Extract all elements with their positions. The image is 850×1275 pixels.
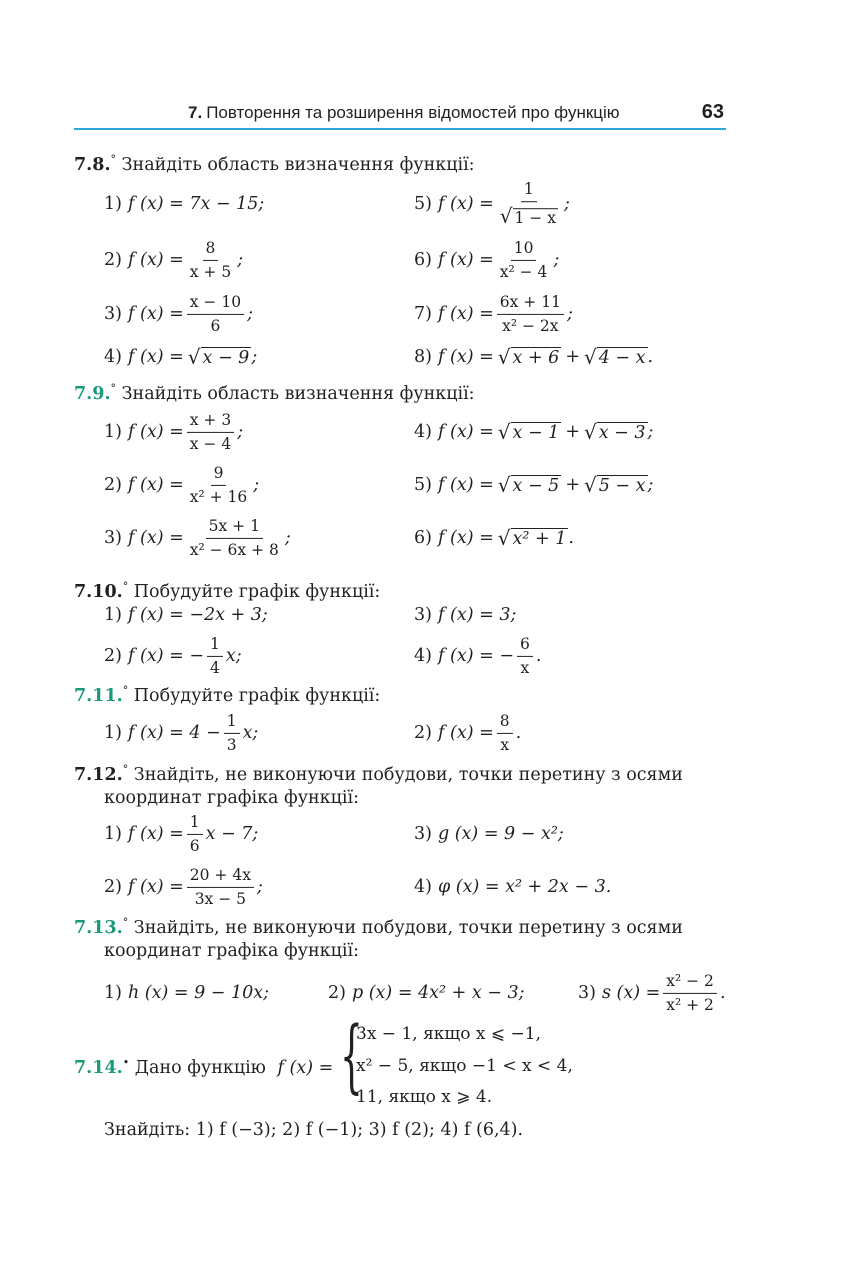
radicand: 4 − x — [598, 347, 646, 368]
fraction-denominator: x² + 2 — [666, 995, 714, 1014]
fraction-denominator: 6 — [189, 836, 200, 855]
formula-tail: . — [719, 983, 726, 1003]
exercise-7-13-text-cont: координат графіка функції: — [104, 941, 359, 961]
item-label: 4) — [414, 422, 432, 442]
formula-tail: ; — [237, 250, 244, 270]
radicand: x − 5 — [512, 475, 560, 496]
formula-lhs: f (x) = — [127, 250, 184, 270]
exercise-7-8-heading — [74, 153, 475, 177]
formula-item — [414, 605, 516, 625]
piecewise-case-2: x² − 5, якщо −1 < x < 4, — [356, 1056, 573, 1076]
formula-item — [414, 291, 573, 337]
item-label: 5) — [414, 194, 432, 214]
difficulty-mark: ° — [122, 763, 129, 776]
formula-lhs: f (x) = — [127, 877, 184, 897]
fraction — [497, 710, 513, 756]
fraction — [517, 633, 533, 679]
chapter-title: Повторення та розширення відомостей про функцію — [206, 103, 620, 122]
formula-item — [104, 291, 253, 337]
formula-item — [104, 605, 268, 625]
fraction-numerator: 1 — [207, 633, 223, 657]
fraction-denominator: x² − 6x + 8 — [189, 540, 279, 559]
formula-item — [414, 473, 653, 497]
item-label: 2) — [104, 250, 122, 270]
formula-item — [104, 345, 257, 369]
formula-item — [104, 710, 258, 756]
fraction-numerator: 10 — [511, 237, 537, 261]
formula-lhs: s (x) = — [601, 983, 661, 1003]
item-label: 2) — [414, 723, 432, 743]
formula-lhs: p (x) = 4x² + x − 3; — [351, 983, 525, 1003]
formula-item — [414, 526, 574, 550]
formula-tail: ; — [553, 250, 560, 270]
formula-tail: ; — [256, 877, 263, 897]
formula-lhs: f (x) = — [437, 347, 494, 367]
fraction-numerator: 1 — [187, 811, 203, 835]
fraction-denominator: 3x − 5 — [194, 889, 246, 908]
formula-item — [578, 970, 726, 1016]
item-label: 2) — [104, 646, 122, 666]
exercise-7-14-heading — [74, 1056, 333, 1080]
fraction-denominator: 6 — [210, 316, 221, 335]
exercise-number: 7.13. — [74, 918, 123, 938]
fraction-numerator: x − 10 — [187, 291, 244, 315]
formula-lhs: f (x) = — [127, 422, 184, 442]
fraction-denominator — [497, 202, 561, 230]
exercise-text: Дано функцію — [134, 1058, 266, 1078]
difficulty-mark: ° — [122, 580, 129, 593]
radicand: x − 3 — [598, 422, 646, 443]
formula-tail: . — [535, 646, 542, 666]
formula-tail: ; — [647, 422, 654, 442]
item-label: 2) — [328, 983, 346, 1003]
radicand: 5 − x — [598, 475, 646, 496]
item-label: 3) — [104, 528, 122, 548]
formula-item — [104, 194, 264, 214]
item-label: 2) — [104, 877, 122, 897]
fraction — [187, 515, 282, 561]
formula-lhs: f (x) = — [437, 194, 494, 214]
chapter-heading — [188, 103, 620, 123]
exercise-number: 7.10. — [74, 582, 123, 602]
radical-sign: √ — [497, 420, 511, 444]
exercise-number: 7.12. — [74, 765, 123, 785]
item-label: 3) — [578, 983, 596, 1003]
formula-tail: ; — [247, 304, 253, 324]
item-label: 4) — [104, 347, 122, 367]
formula-lhs: f (x) = — [127, 528, 184, 548]
radicand: x + 6 — [512, 347, 560, 368]
fraction-numerator: 20 + 4x — [187, 864, 254, 888]
plus-sign: + — [565, 347, 580, 367]
formula-lhs: f (x) = — [127, 347, 184, 367]
fraction-denominator: x² + 16 — [189, 487, 248, 506]
item-label: 2) — [104, 475, 122, 495]
exercise-text: Знайдіть область визначення функції: — [121, 384, 475, 404]
exercise-text: Знайдіть, не виконуючи побудови, точки перетину з осями — [133, 765, 683, 785]
formula-tail: x − 7; — [205, 824, 259, 844]
exercise-7-14-task: Знайдіть: 1) f (−3); 2) f (−1); 3) f (2); 4) f (6,4). — [104, 1120, 524, 1140]
formula-item — [414, 345, 653, 369]
item-label: 1) — [104, 605, 122, 625]
item-label: 1) — [104, 422, 122, 442]
formula-lhs: φ (x) = x² + 2x − 3. — [437, 877, 612, 897]
formula-tail: . — [568, 528, 574, 548]
fraction-denominator: 4 — [209, 658, 220, 677]
formula-lhs: h (x) = 9 − 10x; — [127, 983, 270, 1003]
formula-lhs: f (x) = — [437, 250, 494, 270]
fraction — [187, 864, 254, 910]
fraction-numerator: 6x + 11 — [497, 291, 564, 315]
formula-tail: ; — [563, 194, 570, 214]
item-label: 4) — [414, 646, 432, 666]
item-label: 8) — [414, 347, 432, 367]
formula-item — [414, 237, 559, 283]
fraction-numerator: x + 3 — [187, 409, 234, 433]
formula-item — [104, 864, 263, 910]
radical-sign: √ — [497, 345, 511, 369]
fraction-denominator: 3 — [226, 735, 237, 754]
formula-lhs: f (x) = — [127, 824, 184, 844]
radical-sign: √ — [497, 473, 511, 497]
formula-lhs: f (x) = — [127, 475, 184, 495]
exercise-7-10-heading — [74, 580, 380, 604]
formula-lhs: g (x) = 9 − x²; — [437, 824, 564, 844]
fraction-numerator: 1 — [521, 178, 537, 202]
fraction — [224, 710, 240, 756]
fraction — [187, 237, 234, 283]
formula-lhs: f (x) = 7x − 15; — [127, 194, 265, 214]
formula-item — [414, 420, 653, 444]
fraction-denominator: x² − 2x — [502, 316, 559, 335]
item-label: 4) — [414, 877, 432, 897]
formula-item — [414, 877, 611, 897]
item-label: 7) — [414, 304, 432, 324]
formula-item — [104, 633, 242, 679]
fraction-denominator: x — [520, 658, 530, 677]
exercise-7-9-heading — [74, 382, 475, 406]
formula-tail: x; — [225, 646, 242, 666]
formula-lhs: f (x) = − — [437, 646, 514, 666]
difficulty-mark: • — [122, 1056, 130, 1069]
formula-lhs: f (x) = −2x + 3; — [127, 605, 268, 625]
formula-lhs: f (x) = − — [127, 646, 204, 666]
item-label: 6) — [414, 528, 432, 548]
page-header — [74, 100, 726, 130]
exercise-number: 7.14. — [74, 1058, 123, 1078]
exercise-7-13-heading — [74, 916, 683, 940]
fraction — [497, 237, 551, 283]
exercise-text: Побудуйте графік функції: — [133, 686, 381, 706]
formula-lhs: f (x) = — [437, 723, 494, 743]
fraction-numerator: 1 — [224, 710, 240, 734]
radicand: 1 − x — [514, 208, 556, 227]
formula-item — [328, 983, 525, 1003]
formula-lhs: f (x) = — [437, 475, 494, 495]
formula-tail: . — [647, 347, 654, 367]
formula-lhs: f (x) = — [437, 422, 494, 442]
fraction-denominator: x² − 4 — [499, 262, 548, 281]
item-label: 1) — [104, 723, 122, 743]
fraction-denominator: x — [500, 735, 510, 754]
function-label: f (x) = — [277, 1058, 334, 1078]
fraction — [187, 462, 251, 508]
radicand: x − 9 — [202, 347, 250, 368]
fraction-numerator: x² − 2 — [663, 970, 717, 994]
formula-lhs: f (x) = 4 − — [127, 723, 221, 743]
formula-lhs: f (x) = 3; — [437, 605, 517, 625]
piecewise-case-1: 3x − 1, якщо x ⩽ −1, — [356, 1024, 541, 1044]
formula-item — [414, 710, 521, 756]
radicand: x² + 1 — [512, 528, 567, 549]
exercise-number: 7.8. — [74, 155, 111, 175]
fraction — [207, 633, 223, 679]
item-label: 3) — [414, 605, 432, 625]
item-label: 1) — [104, 194, 122, 214]
fraction-numerator: 9 — [211, 462, 227, 486]
plus-sign: + — [565, 422, 580, 442]
radicand: x − 1 — [512, 422, 560, 443]
formula-item — [104, 811, 258, 857]
item-label: 3) — [104, 304, 122, 324]
formula-item — [104, 462, 259, 508]
exercise-number: 7.11. — [74, 686, 123, 706]
formula-tail: ; — [253, 475, 260, 495]
radical-sign: √ — [583, 473, 597, 497]
formula-item — [414, 633, 541, 679]
radical-sign: √ — [499, 203, 513, 228]
exercise-text: Побудуйте графік функції: — [133, 582, 381, 602]
formula-tail: . — [515, 723, 522, 743]
formula-tail: x; — [242, 723, 259, 743]
exercise-7-12-heading — [74, 763, 683, 787]
item-label: 6) — [414, 250, 432, 270]
fraction-numerator: 5x + 1 — [206, 515, 263, 539]
fraction-numerator: 8 — [203, 237, 219, 261]
exercise-7-12-text-cont: координат графіка функції: — [104, 788, 359, 808]
difficulty-mark: ° — [110, 153, 117, 166]
fraction — [497, 178, 561, 230]
fraction — [187, 291, 244, 337]
fraction-numerator: 8 — [497, 710, 513, 734]
formula-tail: ; — [566, 304, 573, 324]
radical-sign: √ — [583, 420, 597, 444]
item-label: 1) — [104, 824, 122, 844]
fraction-numerator: 6 — [517, 633, 533, 657]
formula-item — [414, 178, 570, 230]
exercise-text: Знайдіть, не виконуючи побудови, точки перетину з осями — [133, 918, 683, 938]
formula-item — [104, 409, 243, 455]
fraction-denominator: x − 4 — [189, 434, 232, 453]
radical-sign: √ — [187, 345, 201, 369]
radical-sign: √ — [583, 345, 597, 369]
formula-item — [104, 515, 291, 561]
chapter-number: 7. — [188, 103, 203, 122]
page-number: 63 — [701, 101, 724, 123]
difficulty-mark: ° — [122, 684, 129, 697]
fraction — [187, 811, 203, 857]
item-label: 5) — [414, 475, 432, 495]
fraction — [663, 970, 717, 1016]
exercise-text: Знайдіть область визначення функції: — [121, 155, 475, 175]
formula-item — [104, 983, 269, 1003]
piecewise-brace: { — [340, 1009, 363, 1102]
formula-item — [104, 237, 243, 283]
fraction — [187, 409, 234, 455]
fraction — [497, 291, 564, 337]
formula-tail: ; — [647, 475, 654, 495]
formula-item — [414, 824, 564, 844]
difficulty-mark: ° — [122, 916, 129, 929]
plus-sign: + — [565, 475, 580, 495]
item-label: 3) — [414, 824, 432, 844]
item-label: 1) — [104, 983, 122, 1003]
exercise-number: 7.9. — [74, 384, 111, 404]
exercise-7-11-heading — [74, 684, 380, 708]
formula-lhs: f (x) = — [127, 304, 184, 324]
formula-lhs: f (x) = — [437, 528, 494, 548]
formula-lhs: f (x) = — [437, 304, 494, 324]
formula-tail: ; — [251, 347, 258, 367]
fraction-denominator: x + 5 — [189, 262, 232, 281]
radical-sign: √ — [497, 526, 511, 550]
piecewise-case-3: 11, якщо x ⩾ 4. — [356, 1087, 493, 1107]
formula-tail: ; — [284, 528, 291, 548]
difficulty-mark: ° — [110, 382, 117, 395]
formula-tail: ; — [237, 422, 244, 442]
